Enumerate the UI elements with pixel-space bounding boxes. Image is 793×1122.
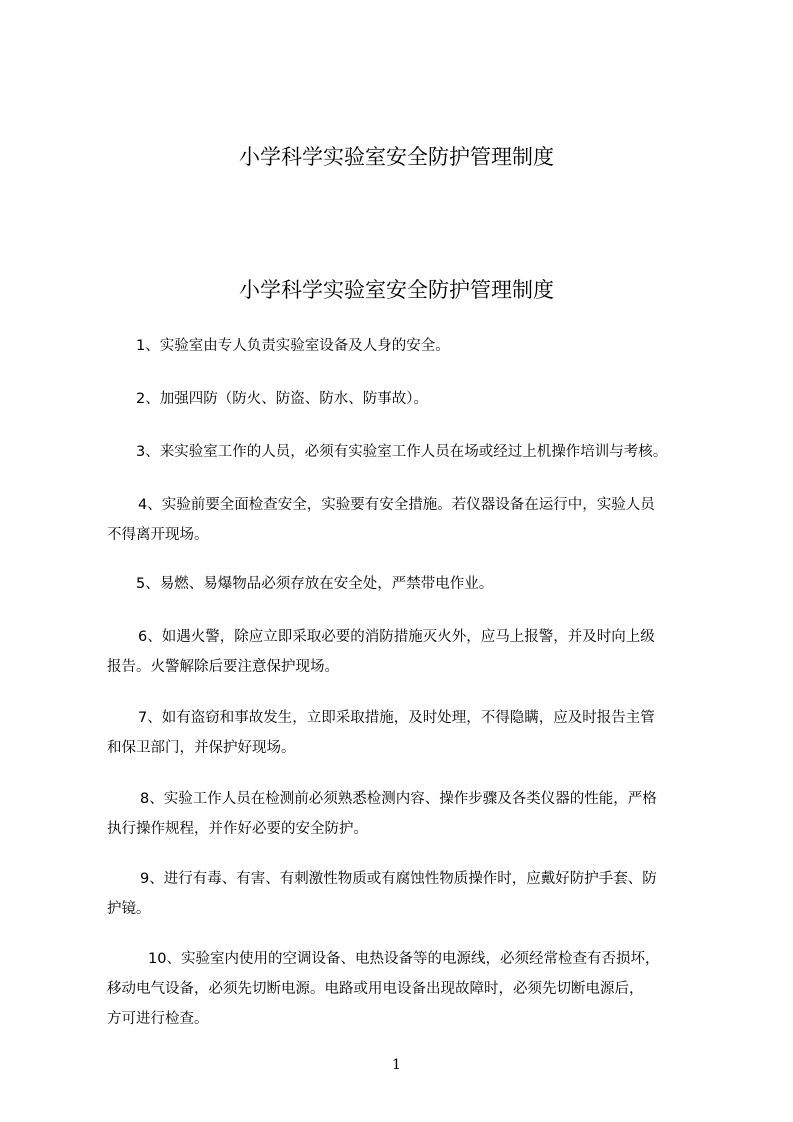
rule-4-line-1: 4、实验前要全面检查安全，实验要有安全措施。若仪器设备在运行中，实验人员 <box>138 497 655 513</box>
rule-2-line-1: 2、加强四防（防火、防盗、防水、防事故）。 <box>136 391 428 407</box>
rule-8-line-1: 8、实验工作人员在检测前必须熟悉检测内容、操作步骤及各类仪器的性能，严格 <box>140 791 657 807</box>
rule-3 <box>136 437 667 467</box>
rule-5 <box>136 569 493 599</box>
rule-8-line-2: 执行操作规程，并作好必要的安全防护。 <box>107 821 368 837</box>
rule-1 <box>136 331 450 361</box>
rule-4 <box>107 490 655 550</box>
rule-8 <box>107 784 657 844</box>
rule-7-line-1: 7、如有盗窃和事故发生，立即采取措施，及时处理，不得隐瞒，应及时报告主管 <box>138 710 655 726</box>
rule-3-line-1: 3、来实验室工作的人员，必须有实验室工作人员在场或经过上机操作培训与考核。 <box>136 444 668 460</box>
rule-10-line-2: 移动电气设备，必须先切断电源。电路或用电设备出现故障时，必须先切断电源后， <box>107 981 644 997</box>
page-number: 1 <box>392 1057 401 1073</box>
rule-10-line-3: 方可进行检查。 <box>107 1011 209 1027</box>
rule-9-line-2: 护镜。 <box>107 901 151 917</box>
rule-9 <box>107 864 657 924</box>
rule-7-line-2: 和保卫部门，并保护好现场。 <box>107 740 296 756</box>
rule-9-line-1: 9、进行有毒、有害、有刺激性物质或有腐蚀性物质操作时，应戴好防护手套、防 <box>140 871 657 887</box>
rule-1-line-1: 1、实验室由专人负责实验室设备及人身的安全。 <box>136 338 450 354</box>
rule-4-line-2: 不得离开现场。 <box>107 527 209 543</box>
rule-7 <box>107 703 655 763</box>
rule-6-line-2: 报告。火警解除后要注意保护现场。 <box>107 659 339 675</box>
rule-5-line-1: 5、易燃、易爆物品必须存放在安全处，严禁带电作业。 <box>136 576 494 592</box>
rule-10-line-1: 10、实验室内使用的空调设备、电热设备等的电源线，必须经常检查有否损坏， <box>148 951 660 967</box>
rule-6-line-1: 6、如遇火警，除应立即采取必要的消防措施灭火外，应马上报警，并及时向上级 <box>138 629 655 645</box>
header-title: 小学科学实验室安全防护管理制度 <box>239 145 554 169</box>
rule-2 <box>136 384 428 414</box>
rule-6 <box>107 622 655 682</box>
body-title: 小学科学实验室安全防护管理制度 <box>239 278 554 302</box>
rule-10 <box>107 944 659 1034</box>
